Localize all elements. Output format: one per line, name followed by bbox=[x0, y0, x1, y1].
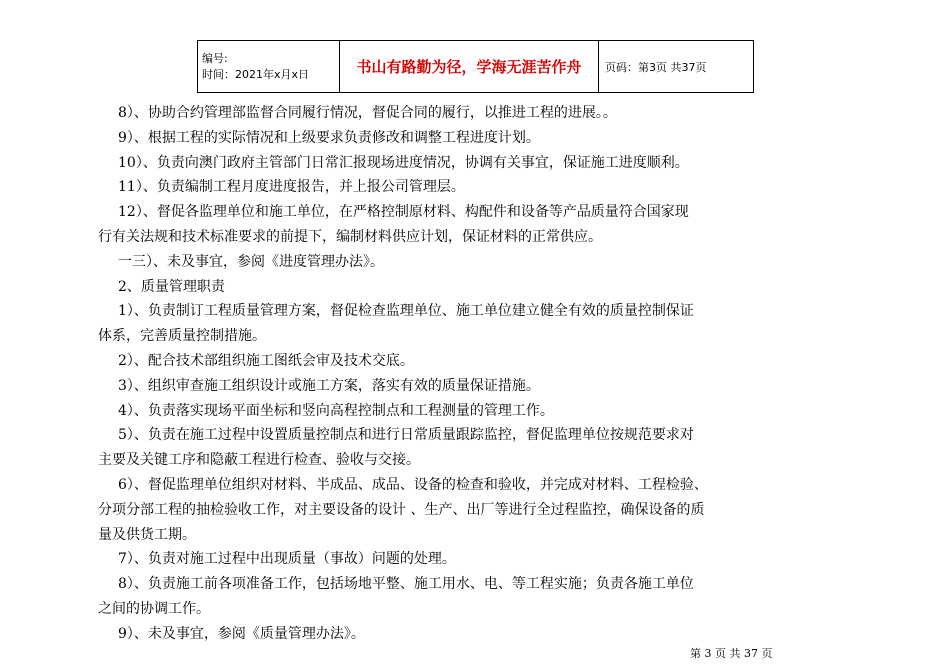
document-body bbox=[98, 101, 868, 647]
paragraph-line: 6）、督促监理单位组织对材料、半成品、成品、设备的检查和验收，并完成对材料、工程检验、 bbox=[118, 476, 708, 493]
paragraph-line: 行有关法规和技术标准要求的前提下，编制材料供应计划，保证材料的正常供应。 bbox=[98, 228, 602, 245]
paragraph-line: 8）、负责施工前各项准备工作，包括场地平整、施工用水、电、等工程实施；负责各施工单位 bbox=[118, 576, 694, 593]
page-footer: 第 3 页 共 37 页 bbox=[690, 647, 773, 660]
paragraph-line: 12）、督促各监理单位和施工单位，在严格控制原材料、构配件和设备等产品质量符合国家现 bbox=[118, 204, 689, 221]
document-header bbox=[197, 40, 754, 93]
paragraph-line: 10）、负责向澳门政府主管部门日常汇报现场进度情况，协调有关事宜，保证施工进度顺利。 bbox=[118, 154, 689, 171]
header-page-cell bbox=[599, 41, 754, 93]
paragraph-line: 之间的协调工作。 bbox=[98, 600, 210, 617]
date-label: 时间：2021年x月x日 bbox=[202, 67, 310, 81]
paragraph-line: 主要及关键工序和隐蔽工程进行检查、验收与交接。 bbox=[98, 452, 420, 469]
header-page-info: 页码：第3页 共37页 bbox=[605, 60, 707, 74]
number-label: 编号: bbox=[202, 51, 228, 65]
paragraph-line: 8）、协助合约管理部监督合同履行情况，督促合同的履行，以推进工程的进展。。 bbox=[118, 105, 617, 121]
paragraph-line: 7）、负责对施工过程中出现质量（事故）问题的处理。 bbox=[118, 551, 456, 568]
paragraph-line: 体系，完善质量控制措施。 bbox=[98, 328, 266, 345]
paragraph-line: 4）、负责落实现场平面坐标和竖向高程控制点和工程测量的管理工作。 bbox=[118, 402, 554, 419]
paragraph-line: 2、质量管理职责 bbox=[118, 278, 225, 295]
paragraph-line: 9）、根据工程的实际情况和上级要求负责修改和调整工程进度计划。 bbox=[118, 129, 540, 146]
paragraph-line: 量及供货工期。 bbox=[98, 526, 196, 543]
paragraph-line: 11）、负责编制工程月度进度报告，并上报公司管理层。 bbox=[118, 179, 465, 196]
paragraph-line: 3）、组织审查施工组织设计或施工方案，落实有效的质量保证措施。 bbox=[118, 377, 540, 394]
paragraph-line: 1）、负责制订工程质量管理方案，督促检查监理单位、施工单位建立健全有效的质量控制保证 bbox=[118, 303, 694, 320]
paragraph-line: 5）、负责在施工过程中设置质量控制点和进行日常质量跟踪监控，督促监理单位按规范要求对 bbox=[118, 427, 694, 444]
paragraph-line: 9）、未及事宜，参阅《质量管理办法》。 bbox=[118, 625, 365, 642]
paragraph-line: 2）、配合技术部组织施工图纸会审及技术交底。 bbox=[118, 352, 414, 369]
paragraph-line: 一三）、未及事宜，参阅《进度管理办法》。 bbox=[118, 253, 384, 270]
paragraph-line: 分项分部工程的抽检验收工作，对主要设备的设计 、生产、出厂等进行全过程监控，确保设备的质 bbox=[98, 501, 705, 518]
header-motto: 书山有路勤为径，学海无涯苦作舟 bbox=[340, 41, 599, 93]
header-meta-cell bbox=[198, 41, 340, 93]
